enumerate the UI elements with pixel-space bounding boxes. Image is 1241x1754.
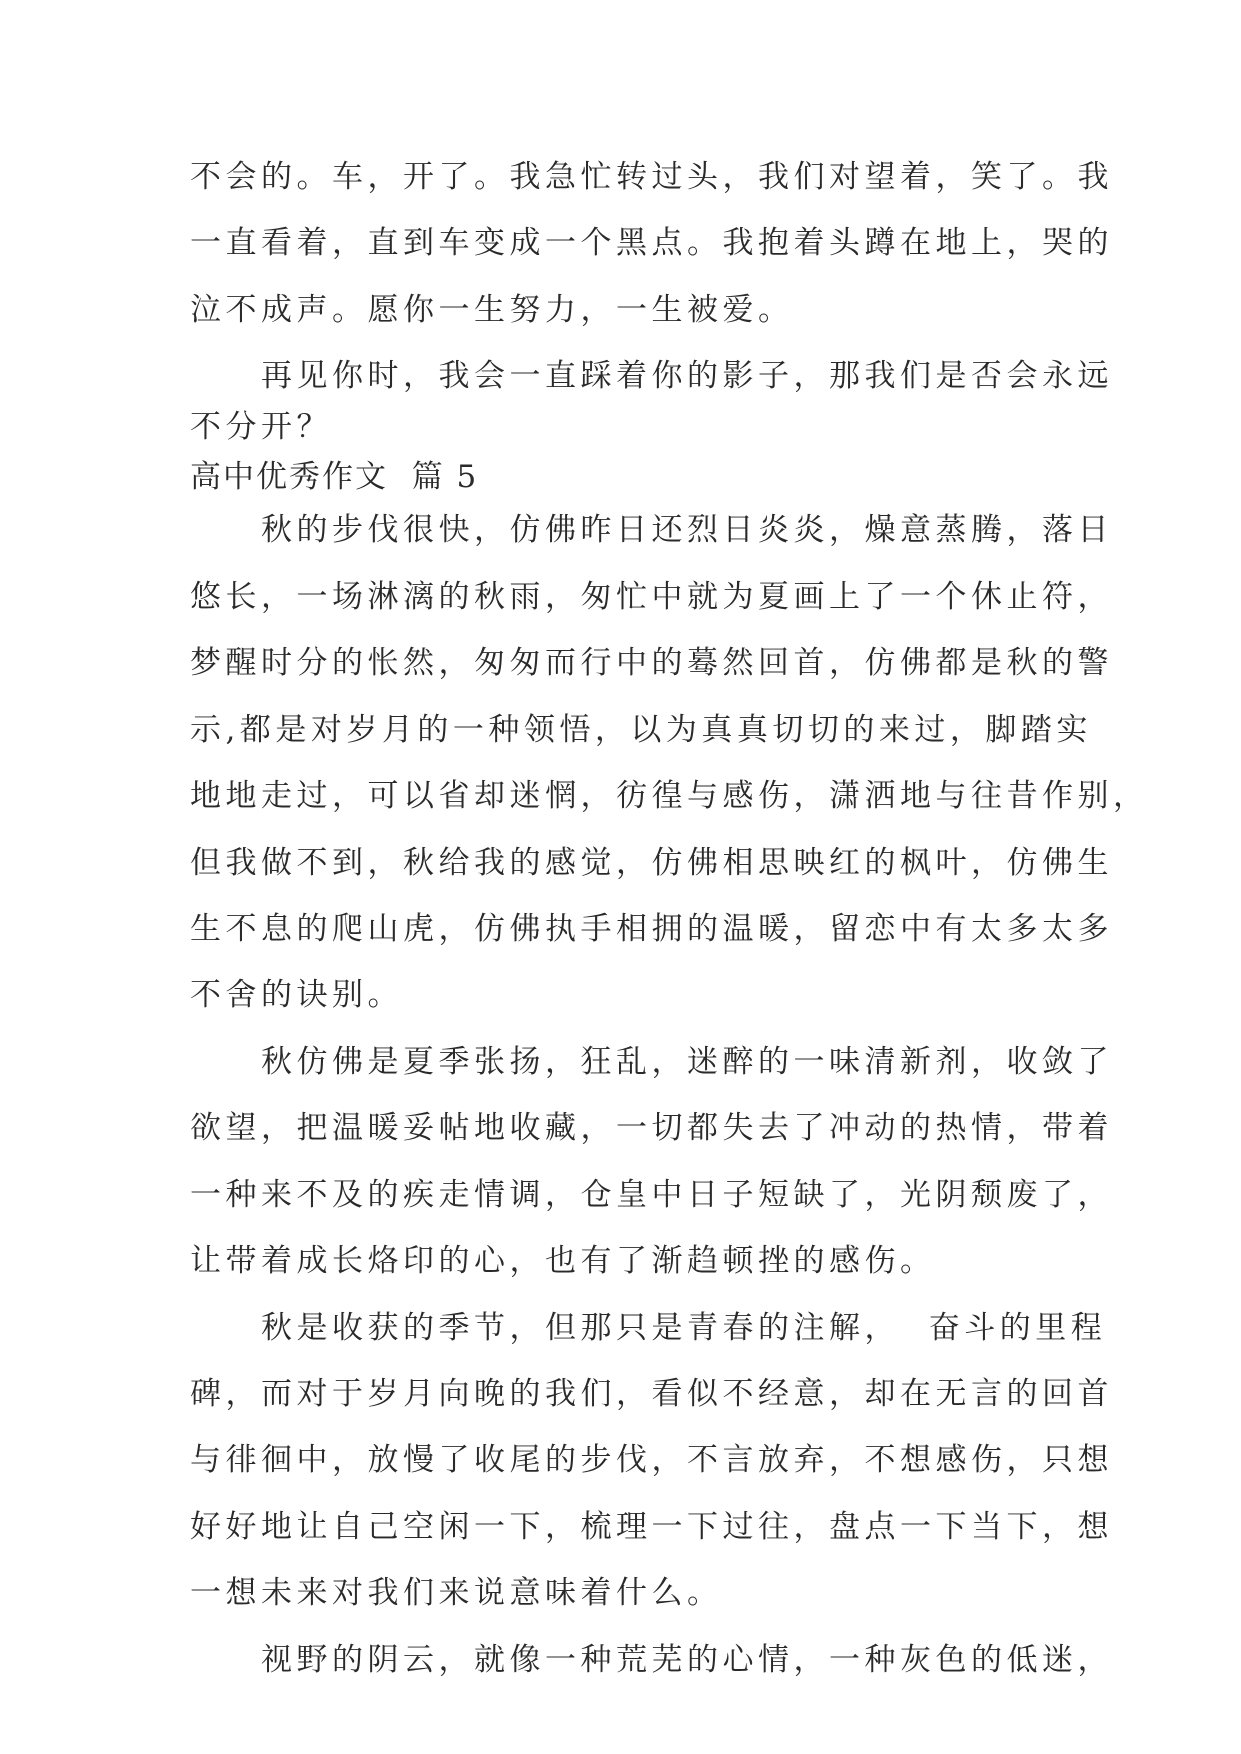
- text-line: 秋的步伐很快，仿佛昨日还烈日炎炎，燥意蒸腾，落日: [190, 512, 1113, 548]
- text-line: 但我做不到，秋给我的感觉，仿佛相思映红的枫叶，仿佛生: [190, 845, 1113, 881]
- text-line: 视野的阴云，就像一种荒芜的心情，一种灰色的低迷，: [190, 1642, 1113, 1678]
- text-line: 秋是收获的季节，但那只是青春的注解， 奋斗的里程: [190, 1310, 1107, 1346]
- text-line: 一直看着，直到车变成一个黑点。我抱着头蹲在地上，哭的: [190, 225, 1113, 261]
- section-heading: 高中优秀作文 篇 5: [190, 459, 479, 495]
- text-line: 泣不成声。愿你一生努力，一生被爱。: [190, 292, 794, 328]
- text-line: 梦醒时分的怅然，匆匆而行中的蓦然回首，仿佛都是秋的警: [190, 645, 1113, 681]
- text-line: 让带着成长烙印的心，也有了渐趋顿挫的感伤。: [190, 1243, 936, 1279]
- text-line: 碑，而对于岁月向晚的我们，看似不经意，却在无言的回首: [190, 1376, 1113, 1412]
- text-line: 悠长，一场淋漓的秋雨，匆忙中就为夏画上了一个休止符，: [190, 579, 1113, 615]
- text-line: 不分开？: [190, 409, 332, 445]
- text-line: 不会的。车，开了。我急忙转过头，我们对望着，笑了。我: [190, 159, 1113, 195]
- text-line: 好好地让自己空闲一下，梳理一下过往，盘点一下当下，想: [190, 1509, 1113, 1545]
- text-line: 欲望，把温暖妥帖地收藏，一切都失去了冲动的热情，带着: [190, 1110, 1113, 1146]
- text-line: 一想未来对我们来说意味着什么。: [190, 1575, 723, 1611]
- text-line: 一种来不及的疾走情调，仓皇中日子短缺了，光阴颓废了，: [190, 1177, 1113, 1213]
- text-line: 生不息的爬山虎，仿佛执手相拥的温暖，留恋中有太多太多: [190, 911, 1113, 947]
- text-line: 再见你时，我会一直踩着你的影子，那我们是否会永远: [190, 358, 1113, 394]
- text-line: 示,都是对岁月的一种领悟，以为真真切切的来过，脚踏实: [190, 712, 1092, 748]
- text-line: 不舍的诀别。: [190, 977, 403, 1013]
- text-line: 与徘徊中，放慢了收尾的步伐，不言放弃，不想感伤，只想: [190, 1442, 1113, 1478]
- text-line: 秋仿佛是夏季张扬，狂乱，迷醉的一味清新剂，收敛了: [190, 1044, 1113, 1080]
- text-line: 地地走过，可以省却迷惘，彷徨与感伤，潇洒地与往昔作别，: [190, 778, 1149, 814]
